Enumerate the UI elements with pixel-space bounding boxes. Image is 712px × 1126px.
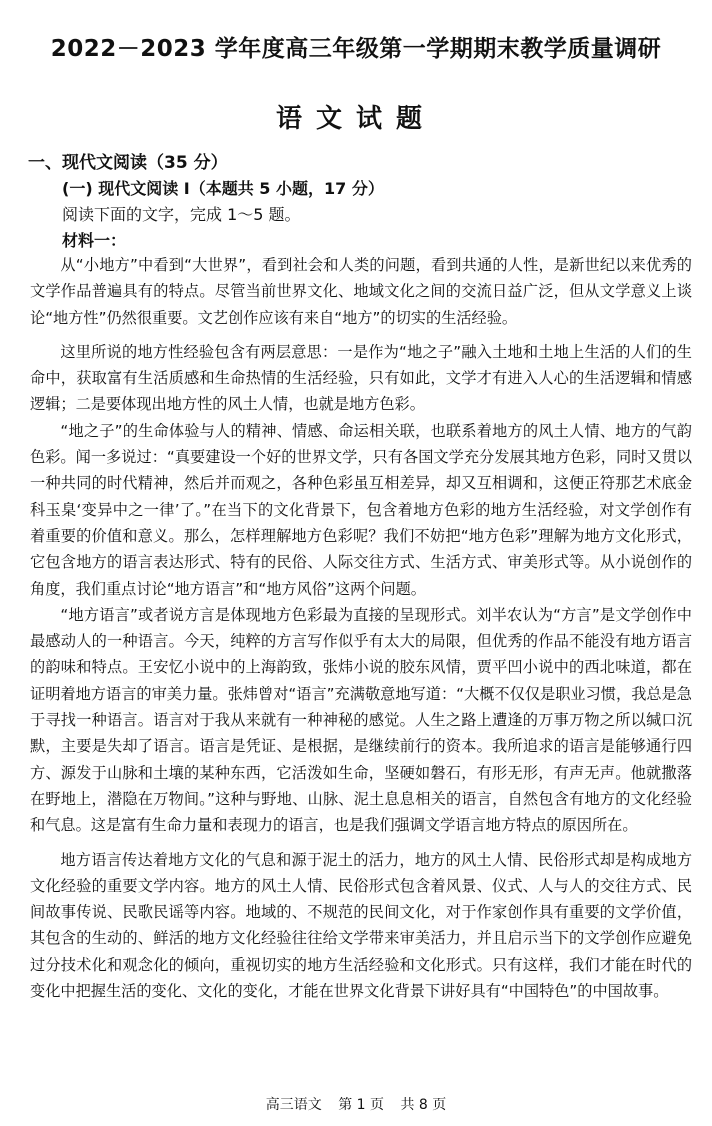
reading-instruction: 阅读下面的文字，完成 1～5 题。 xyxy=(62,205,301,224)
paragraph: 从“小地方”中看到“大世界”，看到社会和人类的问题，看到共通的人性，是新世纪以来优秀的文学作品普遍具有的特点。尽管当前世界文化、地域文化之间的交流日益广泛，但从文学意义上谈论“地方性”仍然很重要。文艺创作应该有来自“地方”的切实的生活经验。 xyxy=(30,256,692,327)
footer-page-number: 第 1 页 xyxy=(338,1097,384,1113)
paragraph: 这里所说的地方性经验包含有两层意思：一是作为“地之子”融入土地和土地上生活的人们的生命中，获取富有生活质感和生命热情的生活经验，只有如此，文学才有进入人心的生活逻辑和情感逻辑；二是要体现出地方性的风土人情，也就是地方色彩。 xyxy=(30,342,692,414)
exam-title: 2022－2023 学年度高三年级第一学期期末教学质量调研 xyxy=(50,36,662,62)
paragraph: “地之子”的生命体验与人的精神、情感、命运相关联，也联系着地方的风土人情、地方的气韵色彩。闻一多说过：“真要建设一个好的世界文学，只有各国文学充分发展其地方色彩，同时又贯以一种共同的时代精神，然后并而观之，各种色彩虽互相差异，却又互相调和，这便正符那艺术底金科玉臬‘变异中之一律’了。”在当下的文化背景下，包含着地方色彩的地方生活经验，对文学创作有着重要的价值和意义。那么，怎样理解地方色彩呢？我们不妨把“地方色彩”理解为地方文化形式，它包含地方的语言表达形式、特有的民俗、人际交往方式、生活方式、审美形式等。从小说创作的角度，我们重点讨论“地方语言”和“地方风俗”这两个问题。 xyxy=(30,421,692,598)
sub-section-heading: (一) 现代文阅读 I（本题共 5 小题，17 分） xyxy=(62,179,384,198)
footer-subject: 高三语文 xyxy=(265,1097,322,1113)
footer-total-pages: 共 8 页 xyxy=(400,1097,447,1113)
reading-passage xyxy=(30,252,692,1004)
paragraph: 地方语言传达着地方文化的气息和源于泥土的活力，地方的风土人情、民俗形式却是构成地方文化经验的重要文学内容。地方的风土人情、民俗形式包含着风景、仪式、人与人的交往方式、民间故事传说、民歌民谣等内容。地域的、不规范的民间文化，对于作家创作具有重要的文学价值，其包含的生动的、鲜活的地方文化经验往往给文学带来审美活力，并且启示当下的文学创作应避免过分技术化和观念化的倾向，重视切实的地方生活经验和文化形式。只有这样，我们才能在时代的变化中把握生活的变化、文化的变化，才能在世界文化背景下讲好具有“中国特色”的中国故事。 xyxy=(30,850,692,1001)
subject-title: 语文试题 xyxy=(275,104,436,134)
page-footer xyxy=(0,1094,712,1114)
paragraph: “地方语言”或者说方言是体现地方色彩最为直接的呈现形式。刘半农认为“方言”是文学创作中最感动人的一种语言。今天，纯粹的方言写作似乎有太大的局限，但优秀的作品不能没有地方语言的韵味和特点。王安忆小说中的上海韵致，张炜小说的胶东风情，贾平凹小说中的西北味道，都在证明着地方语言的审美力量。张炜曾对“语言”充满敬意地写道：“大概不仅仅是职业习惯，我总是急于寻找一种语言。语言对于我从来就有一种神秘的感觉。人生之路上遭逢的万事万物之所以缄口沉默，主要是失却了语言。语言是凭证、是根据，是继续前行的资本。我所追求的语言是能够通行四方、源发于山脉和土壤的某种东西，它活泼如生命，坚硬如磐石，有形无形，有声无声。他就撒落在野地上，潜隐在万物间。”这种与野地、山脉、泥土息息相关的语言，自然包含有地方的文化经验和气息。这是富有生命力量和表现力的语言，也是我们强调文学语言地方特点的原因所在。 xyxy=(30,605,692,835)
material-label: 材料一： xyxy=(62,231,127,250)
section-heading: 一、现代文阅读（35 分） xyxy=(28,153,228,173)
